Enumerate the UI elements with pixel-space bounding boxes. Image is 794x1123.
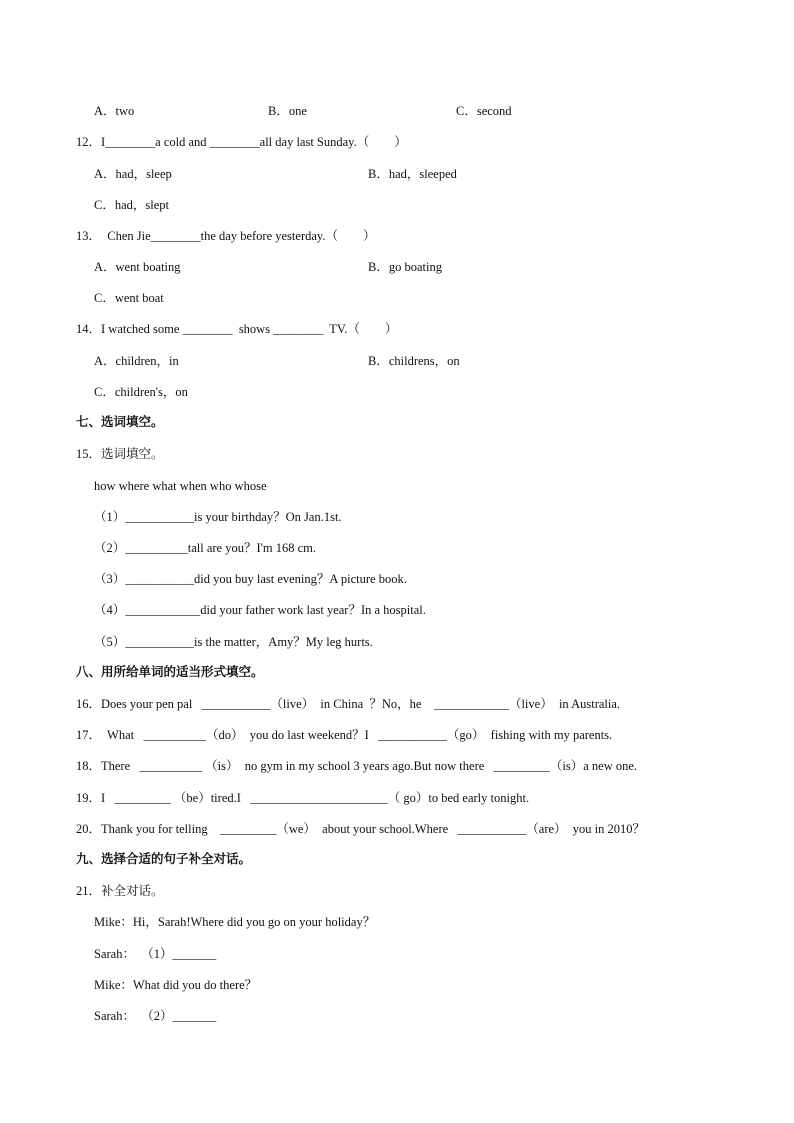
q12-option-c[interactable]: C．had，slept xyxy=(94,198,169,212)
q13-option-a[interactable]: A．went boating xyxy=(94,260,181,274)
word-bank: how where what when who whose xyxy=(94,479,267,493)
q20[interactable]: 20．Thank you for telling _________（we） about your school.Where ___________（are） you in 2010？ xyxy=(76,822,646,836)
q17[interactable]: 17． What __________（do） you do last weekend？I ___________（go） fishing with my parents. xyxy=(76,728,613,742)
q14-stem: 14．I watched some ________ shows ________ TV.（ ） xyxy=(76,322,398,336)
section-8-heading: 八、用所给单词的适当形式填空。 xyxy=(76,664,264,679)
dialogue-line-2[interactable]: Sarah： （1）_______ xyxy=(94,947,217,961)
q12-stem: 12．I________a cold and ________all day last Sunday.（ ） xyxy=(76,135,407,149)
q15-item-2[interactable]: （2）__________tall are you？I'm 168 cm. xyxy=(94,541,317,555)
q14-option-c[interactable]: C．children's，on xyxy=(94,385,188,399)
q14-option-b[interactable]: B．childrens，on xyxy=(368,354,460,368)
q15-stem: 15．选词填空。 xyxy=(76,447,164,461)
q11-option-b[interactable]: B．one xyxy=(268,104,307,118)
q16[interactable]: 16．Does your pen pal ___________（live） in China ？No，he ____________（live） in Australia. xyxy=(76,697,621,711)
q18[interactable]: 18．There __________ （is） no gym in my school 3 years ago.But now there _________（is）a new one. xyxy=(76,759,638,773)
q19[interactable]: 19．I _________ （be）tired.I ______________________（ go）to bed early tonight. xyxy=(76,791,530,805)
q13-stem: 13． Chen Jie________the day before yesterday.（ ） xyxy=(76,229,376,243)
q14-option-a[interactable]: A．children，in xyxy=(94,354,179,368)
q12-option-a[interactable]: A．had，sleep xyxy=(94,167,172,181)
q21-stem: 21．补全对话。 xyxy=(76,884,164,898)
dialogue-line-4[interactable]: Sarah： （2）_______ xyxy=(94,1009,217,1023)
q15-item-3[interactable]: （3）___________did you buy last evening？A picture book. xyxy=(94,572,407,586)
dialogue-line-1: Mike：Hi，Sarah!Where did you go on your holiday？ xyxy=(94,915,376,929)
q11-option-a[interactable]: A．two xyxy=(94,104,135,118)
q13-option-b[interactable]: B．go boating xyxy=(368,260,442,274)
section-7-heading: 七、选词填空。 xyxy=(76,414,164,429)
q13-option-c[interactable]: C．went boat xyxy=(94,291,164,305)
q11-option-c[interactable]: C．second xyxy=(456,104,512,118)
q12-option-b[interactable]: B．had，sleeped xyxy=(368,167,457,181)
section-9-heading: 九、选择合适的句子补全对话。 xyxy=(76,851,252,866)
q15-item-1[interactable]: （1）___________is your birthday？On Jan.1st. xyxy=(94,510,342,524)
q15-item-4[interactable]: （4）____________did your father work last year？In a hospital. xyxy=(94,603,426,617)
q15-item-5[interactable]: （5）___________is the matter，Amy？My leg hurts. xyxy=(94,635,373,649)
dialogue-line-3: Mike：What did you do there？ xyxy=(94,978,258,992)
